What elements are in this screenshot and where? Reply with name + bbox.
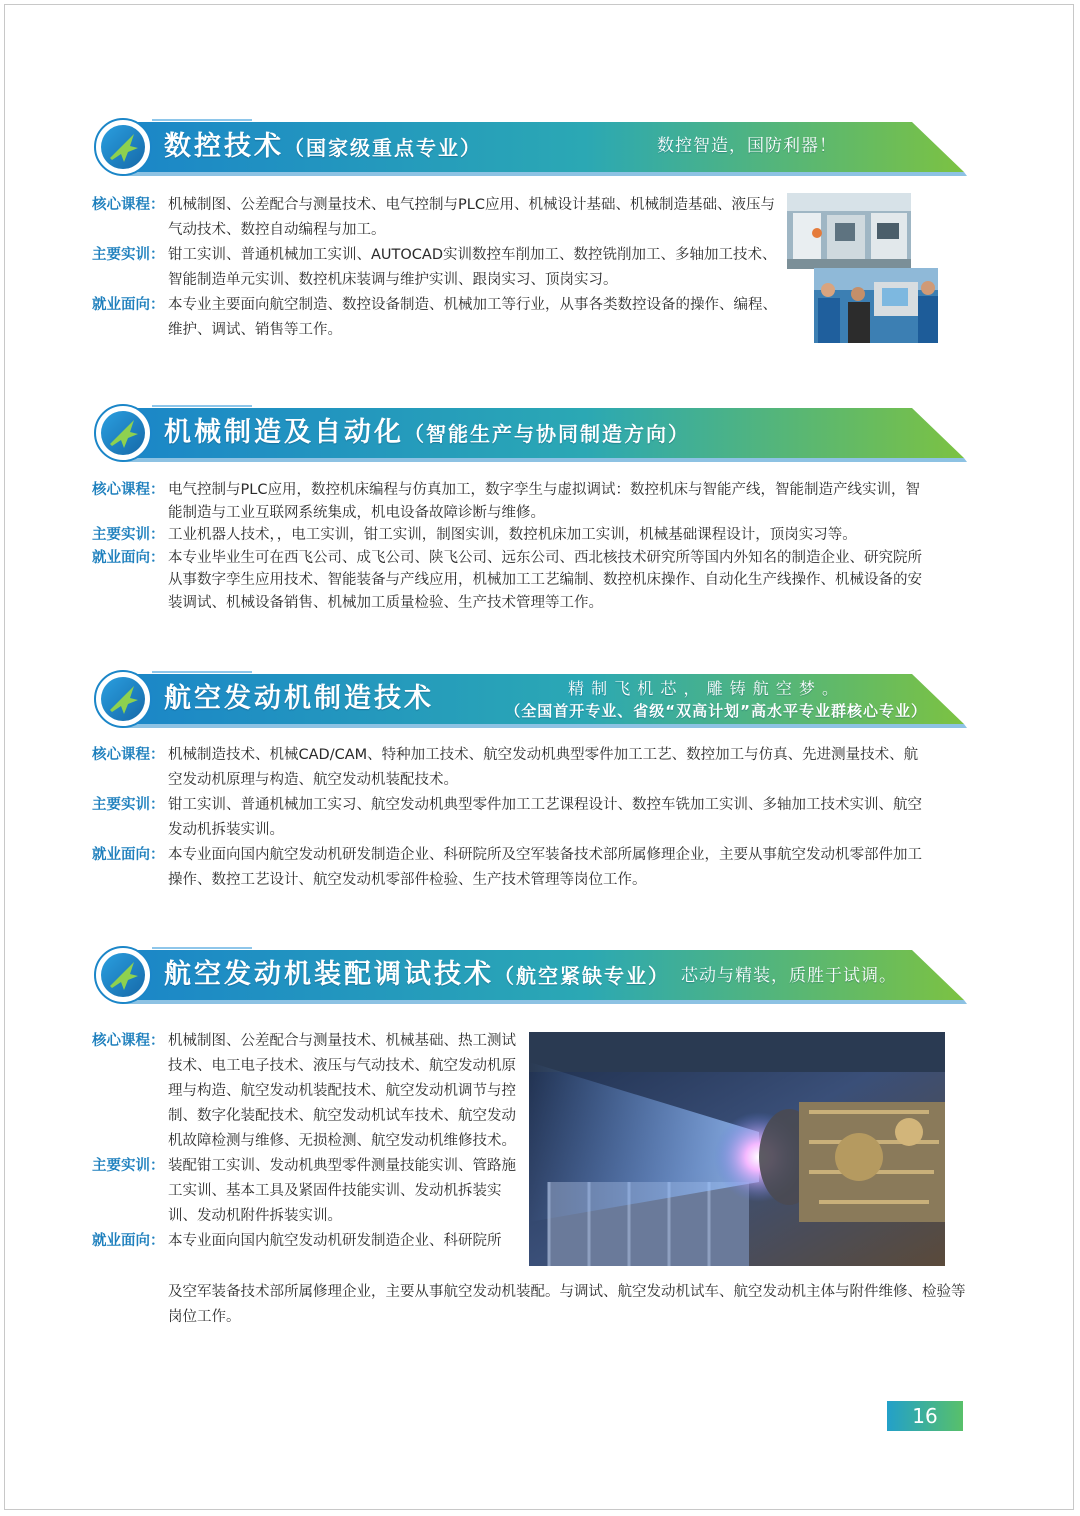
section-entries — [92, 193, 782, 343]
core-courses: 核心课程： 电气控制与PLC应用，数控机床编程与仿真加工，数字孪生与虚拟调试：数控机床与智能产线，智能制造产线实训，智能制造与工业互联网系统集成，机电设备故障诊断与维修。 — [92, 482, 920, 521]
career-direction: 就业面向： 本专业面向国内航空发动机研发制造企业、科研院所及空军装备技术部所属修理企业，主要从事航空发动机零部件加工操作、数控工艺设计、航空发动机零部件检验、生产技术管理等岗位工作。 — [92, 847, 922, 888]
core-courses: 核心课程： 机械制图、公差配合与测量技术、机械基础、热工测试技术、电工电子技术、液压与气动技术、航空发动机原理与构造、航空发动机装配技术、航空发动机调节与控制、数字化装配技术、航空发动机试车技术、航空发动机故障检测与维修、无损检测、航空发动机维修技术。 — [92, 1033, 516, 1149]
engine-test-photo — [529, 1032, 945, 1266]
jet-logo-icon — [94, 404, 152, 462]
page-number: 16 — [887, 1401, 963, 1431]
main-training: 主要实训： 钳工实训、普通机械加工实训、AUTOCAD实训数控车削加工、数控铣削加工、多轴加工技术、智能制造单元实训、数控机床装调与维护实训、跟岗实习、顶岗实习。 — [92, 247, 777, 288]
section-slogan: 精 制 飞 机 芯 ， 雕 铸 航 空 梦 。 — [568, 679, 839, 698]
section-banner — [92, 668, 967, 730]
section-slogan: 数控智造，国防利器！ — [657, 136, 837, 156]
section-banner — [92, 402, 967, 464]
section-slogan-secondary: （全国首开专业、省级“双高计划”高水平专业群核心专业） — [505, 702, 927, 720]
section-entries — [92, 1029, 522, 1254]
section-title: 机械制造及自动化（智能生产与协同制造方向） — [164, 417, 690, 448]
career-direction: 就业面向： 本专业毕业生可在西飞公司、成飞公司、陕飞公司、远东公司、西北核技术研究所等国内外知名的制造企业、研究院所从事数字孪生应用技术、智能装备与产线应用，机械加工工艺编制、数控机床操作、自动化生产线操作、机械设备的安装调试、机械设备销售、机械加工质量检验、生产技术管理等工作。 — [92, 549, 922, 611]
core-courses: 核心课程： 机械制图、公差配合与测量技术、电气控制与PLC应用、机械设计基础、机械制造基础、液压与气动技术、数控自动编程与加工。 — [92, 197, 775, 238]
main-training: 主要实训： 钳工实训、普通机械加工实习、航空发动机典型零件加工工艺课程设计、数控车铣加工实训、多轴加工技术实训、航空发动机拆装实训。 — [92, 797, 922, 838]
workshop-photo-machines — [787, 193, 911, 269]
workshop-photo-students — [814, 268, 938, 343]
section-banner — [92, 116, 967, 178]
jet-logo-icon — [94, 946, 152, 1004]
main-training: 主要实训： 工业机器人技术，，电工实训，钳工实训，制图实训，数控机床加工实训，机械基础课程设计，顶岗实习等。 — [92, 527, 857, 543]
main-training: 主要实训： 装配钳工实训、发动机典型零件测量技能实训、管路施工实训、基本工具及紧固件技能实训、发动机拆装实训、发动机附件拆装实训。 — [92, 1158, 516, 1224]
section-entries — [92, 743, 932, 893]
jet-logo-icon — [94, 118, 152, 176]
section-banner — [92, 944, 967, 1006]
section-title: 航空发动机制造技术 — [164, 683, 434, 714]
core-courses: 核心课程： 机械制造技术、机械CAD/CAM、特种加工技术、航空发动机典型零件加工工艺、数控加工与仿真、先进测量技术、航空发动机原理与构造、航空发动机装配技术。 — [92, 747, 919, 788]
section-title: 数控技术（国家级重点专业） — [164, 131, 482, 162]
career-direction: 就业面向： 本专业面向国内航空发动机研发制造企业、科研院所 — [92, 1233, 502, 1249]
jet-logo-icon — [94, 670, 152, 728]
section-title: 航空发动机装配调试技术（航空紧缺专业） — [164, 959, 670, 990]
career-direction: 就业面向： 本专业主要面向航空制造、数控设备制造、机械加工等行业，从事各类数控设备的操作、编程、维护、调试、销售等工作。 — [92, 297, 777, 338]
section-entries — [92, 479, 922, 614]
career-direction-continued — [92, 1280, 972, 1330]
career-continued-text: 及空军装备技术部所属修理企业，主要从事航空发动机装配。与调试、航空发动机试车、航空发动机主体与附件维修、检验等岗位工作。 — [168, 1284, 966, 1325]
section-slogan: 芯动与精装，质胜于试调。 — [681, 966, 897, 986]
